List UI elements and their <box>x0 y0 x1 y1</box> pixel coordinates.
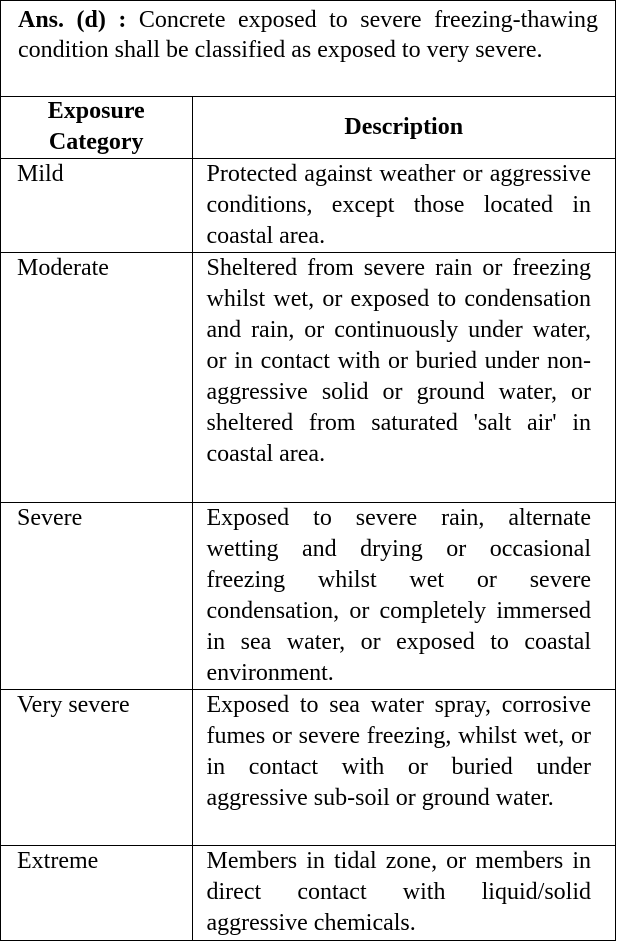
category-cell: Very severe <box>1 690 192 846</box>
table-row <box>1 503 615 690</box>
exposure-table <box>1 96 615 940</box>
category-cell: Severe <box>1 503 192 690</box>
description-cell: Protected against weather or aggressive conditions, except those located in coastal area. <box>192 159 615 253</box>
category-cell: Moderate <box>1 253 192 503</box>
category-cell: Mild <box>1 159 192 253</box>
table-row <box>1 690 615 846</box>
description-cell: Members in tidal zone, or members in direct contact with liquid/solid aggressive chemicals. <box>192 846 615 941</box>
description-cell: Exposed to sea water spray, corrosive fumes or severe freezing, whilst wet, or in contact with or buried under aggressive sub-soil or ground water. <box>192 690 615 846</box>
header-description: Description <box>192 96 615 159</box>
description-cell: Sheltered from severe rain or freezing whilst wet, or exposed to condensation and rain, or continuously under water, or in contact with or buried under non-aggressive solid or ground water, or sheltered from saturated 'salt air' in coastal area. <box>192 253 615 503</box>
answer-paragraph <box>1 1 615 97</box>
category-cell: Extreme <box>1 846 192 941</box>
header-exposure-category: Exposure Category <box>1 96 192 159</box>
table-row <box>1 846 615 941</box>
answer-label: Ans. (d) : <box>18 7 127 33</box>
answer-text: Concrete exposed to severe freezing-thawing condition shall be classified as exposed to very severe. <box>18 7 598 63</box>
table-row <box>1 253 615 503</box>
table-row <box>1 159 615 253</box>
description-cell: Exposed to severe rain, alternate wetting and drying or occasional freezing whilst wet or severe condensation, or completely immersed in sea water, or exposed to coastal environment. <box>192 503 615 690</box>
table-header-row <box>1 96 615 159</box>
